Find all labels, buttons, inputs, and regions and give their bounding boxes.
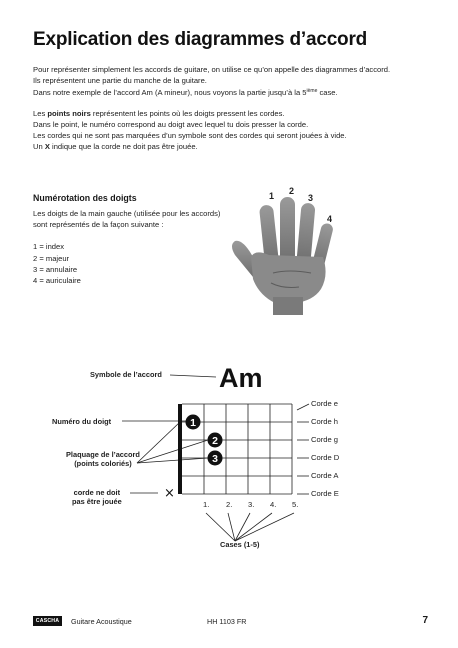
intro-line: Pour représenter simplement les accords de guitare, on utilise ce qu’on appelle des diagrammes d’accord.	[33, 65, 391, 74]
publisher-logo: CASCHA	[33, 616, 62, 626]
callout-line	[235, 513, 294, 541]
label-finger-number: Numéro du doigt	[52, 417, 112, 426]
finger-list-item: 1 = index	[33, 242, 65, 252]
finger-number-line: Dans le point, le numéro correspond au doigt avec lequel tu dois presser la corde.	[33, 119, 309, 129]
string-name: Corde E	[311, 489, 339, 498]
string-name: Corde h	[311, 417, 339, 426]
fret-number: 3.	[248, 500, 255, 509]
finger-list-item: 2 = majeur	[33, 253, 70, 263]
fingers-desc-line: Les doigts de la main gauche (utilisée pour les accords)	[33, 209, 221, 218]
label-mute: corde ne doit pas être jouée	[72, 488, 122, 506]
string-name: Corde A	[311, 471, 339, 480]
footer-code: HH 1103 FR	[207, 617, 247, 626]
chord-name: Am	[219, 363, 263, 393]
finger-label: 2	[289, 186, 295, 196]
open-string-line: Les cordes qui ne sont pas marquées d’un symbole sont des cordes qui seront jouées à vide.	[33, 131, 347, 141]
string-name: Corde e	[311, 399, 339, 408]
finger-label: 4	[327, 214, 333, 224]
finger-dot-number: 3	[212, 452, 218, 465]
mute-line: Un X indique que la corde ne doit pas être jouée.	[33, 142, 198, 152]
intro-line: Dans notre exemple de l’accord Am (A mineur), nous voyons la partie jusqu’à la 5ième case.	[33, 88, 338, 98]
page-title: Explication des diagrammes d’accord	[33, 29, 368, 50]
callout-line	[170, 375, 216, 377]
finger-list-item: 4 = auriculaire	[33, 276, 81, 286]
fret-number: 5.	[292, 500, 299, 509]
fingers-heading: Numérotation des doigts	[33, 193, 137, 203]
fret-number: 4.	[270, 500, 277, 509]
callout-line	[235, 513, 272, 541]
label-chord-symbol: Symbole de l’accord	[90, 370, 162, 379]
label-frets: Cases (1-5)	[220, 540, 260, 549]
fret-number: 1.	[203, 500, 210, 509]
callout-line	[137, 440, 208, 463]
page-number: 7	[422, 615, 428, 626]
finger-label: 1	[269, 191, 275, 201]
points-line: Les points noirs représentent les points où les doigts pressent les cordes.	[33, 108, 285, 118]
callout-line	[235, 513, 250, 541]
callout-line	[137, 422, 180, 463]
nut	[178, 404, 182, 494]
finger-dot-number: 2	[212, 434, 218, 447]
fingers-desc-line: sont représentés de la façon suivante :	[33, 220, 164, 230]
footer-book-title: Guitare Acoustique	[71, 617, 132, 626]
mute-x-icon: ×	[164, 486, 175, 501]
string-name: Corde g	[311, 435, 339, 444]
finger-list-item: 3 = annulaire	[33, 264, 78, 274]
finger-label: 3	[308, 193, 314, 203]
string-name: Corde D	[311, 453, 340, 462]
fret-number: 2.	[226, 500, 233, 509]
callout-line	[137, 458, 208, 463]
callout-line	[228, 513, 235, 541]
callout-line	[206, 513, 235, 541]
intro-line: Ils représentent une partie du manche de la guitare.	[33, 76, 207, 86]
finger-dot-number: 1	[190, 416, 196, 429]
label-barre: Plaquage de l’accord (points coloriés)	[66, 450, 140, 468]
